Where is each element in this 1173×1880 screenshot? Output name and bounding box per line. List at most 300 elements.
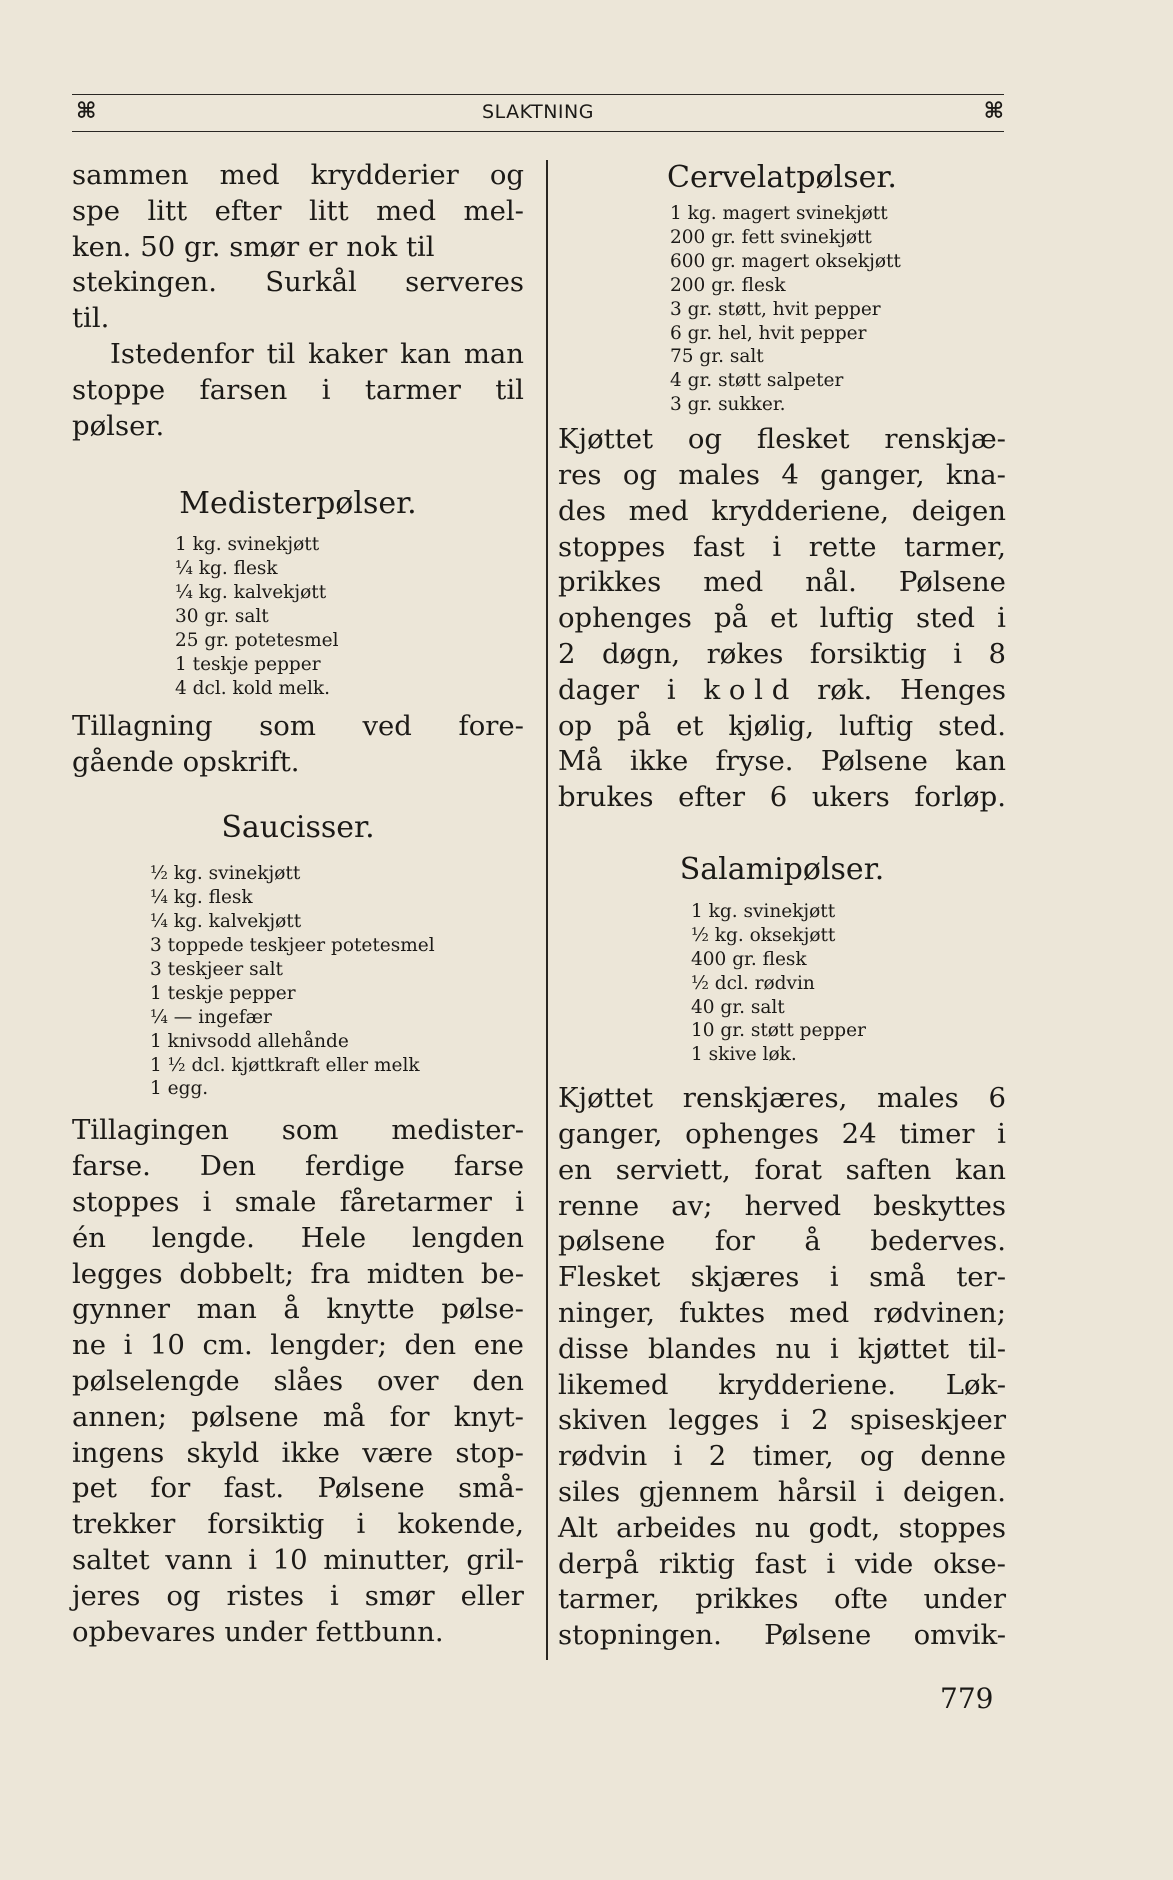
word: og — [859, 1440, 895, 1473]
word: jeres — [72, 1579, 141, 1612]
word: stoppes — [72, 1185, 180, 1218]
text-line — [72, 1436, 524, 1472]
text-line — [558, 637, 1006, 673]
word: til — [405, 230, 435, 263]
word: k o l d — [703, 673, 790, 706]
text-line — [72, 1185, 524, 1221]
text-line — [558, 601, 1006, 637]
text-line — [72, 265, 524, 301]
word: spe — [72, 194, 120, 227]
word: ikke — [629, 745, 689, 778]
word: Alt — [558, 1511, 598, 1544]
word: fore- — [458, 709, 524, 742]
word: skyld — [186, 1436, 260, 1469]
word: 6 — [988, 1082, 1006, 1115]
ingredient-line: 25 gr. potetesmel — [175, 630, 339, 651]
word: flesket — [756, 423, 850, 456]
ingredient-line: 200 gr. fett svinekjøtt — [670, 226, 872, 248]
text-line — [558, 1582, 1006, 1618]
word: krydderiene, — [711, 494, 890, 527]
section-title-cervelat: Cervelatpølser. — [667, 160, 897, 195]
word: litt — [308, 194, 349, 227]
word: i — [248, 1543, 258, 1576]
word: kokende, — [397, 1508, 524, 1541]
ingredient-line: 4 dcl. kold melk. — [175, 677, 331, 699]
word: fuktes — [679, 1297, 766, 1330]
text-line — [558, 744, 1006, 780]
word: luftig — [819, 602, 894, 635]
word: av; — [671, 1189, 713, 1222]
text-line — [558, 1296, 1006, 1332]
word: forsiktig — [207, 1508, 325, 1541]
text-line — [558, 780, 1006, 816]
word: og — [687, 423, 723, 456]
word: den — [472, 1364, 524, 1397]
word: Løk- — [945, 1368, 1006, 1401]
text-line — [558, 1117, 1006, 1153]
word: res — [558, 458, 602, 491]
word: stoppes — [558, 530, 666, 563]
word: i — [123, 1329, 133, 1362]
word: saften — [845, 1153, 932, 1186]
ingredient-line: 1 kg. magert svinekjøtt — [670, 203, 888, 224]
word: fra — [310, 1257, 351, 1290]
text-line — [558, 1547, 1006, 1583]
ingredient-line: ½ dcl. rødvin — [691, 972, 815, 994]
ingredient-line: ½ kg. svinekjøtt — [150, 863, 301, 885]
word: og — [622, 458, 658, 491]
word: å — [804, 1225, 821, 1258]
ingredient-line: 3 teskjeer salt — [150, 958, 283, 980]
word: som — [259, 709, 316, 742]
intro-paragraph — [72, 158, 524, 444]
section-title-saucisser: Saucisser. — [221, 810, 375, 846]
word: sted. — [938, 709, 1006, 742]
word: Den — [199, 1150, 256, 1183]
word: beskyttes — [873, 1189, 1006, 1222]
text-line — [558, 494, 1006, 530]
word: Kjøttet — [558, 1082, 654, 1115]
word: krydderier — [310, 159, 459, 191]
word: 10 — [149, 1329, 185, 1362]
ingredient-line: 3 toppede teskjeer potetesmel — [150, 935, 435, 957]
word: ganger, — [558, 1118, 663, 1151]
word: forat — [754, 1153, 822, 1186]
text-line — [558, 1403, 1006, 1439]
word: ninger, — [558, 1297, 655, 1330]
word: 2 — [811, 1404, 829, 1437]
word: eller — [460, 1579, 524, 1612]
word: ukers — [811, 781, 890, 814]
method-salami — [558, 1081, 1006, 1654]
word: annen; — [72, 1400, 168, 1433]
word: i — [780, 1404, 790, 1437]
word: stekingen. — [72, 266, 217, 299]
word: Flesket — [558, 1261, 661, 1294]
text-line — [558, 1511, 1006, 1547]
word: kan — [400, 337, 451, 370]
word: kan — [955, 1153, 1006, 1186]
text-line — [558, 422, 1006, 458]
word: kaker — [308, 337, 388, 370]
page-number: 779 — [940, 1682, 994, 1715]
word: gående — [72, 745, 174, 778]
word: dager — [558, 673, 640, 706]
word: et — [770, 602, 798, 635]
ingredient-line: 10 gr. støtt pepper — [691, 1020, 866, 1042]
word: til. — [72, 302, 110, 335]
word: hårsil — [777, 1476, 857, 1509]
word: i — [329, 1579, 339, 1612]
word: Pølsene — [820, 745, 928, 778]
word: kjølig, — [728, 709, 815, 742]
word: skjæres — [690, 1261, 800, 1294]
ingredient-line: 1 teskje pepper — [150, 982, 296, 1004]
ingredient-line: ¼ kg. kalvekjøtt — [175, 582, 327, 604]
word: farse — [453, 1150, 524, 1183]
word: dobbelt; — [179, 1257, 294, 1290]
text-line — [558, 1439, 1006, 1475]
word: renskjæres, — [682, 1082, 848, 1115]
word: for — [389, 1400, 430, 1433]
text-line — [72, 301, 524, 337]
word: i — [666, 673, 676, 706]
text-line — [558, 458, 1006, 494]
ingredient-line: ¼ kg. flesk — [175, 558, 278, 580]
word: riktig — [658, 1547, 735, 1580]
ingredient-line: 1 skive løk. — [691, 1044, 797, 1066]
word: må — [322, 1400, 366, 1433]
word: okse- — [933, 1547, 1006, 1580]
word: disse — [558, 1332, 629, 1365]
text-line — [558, 1189, 1006, 1225]
word: fast — [692, 530, 745, 563]
word: Surkål — [265, 266, 357, 299]
word: deigen — [911, 494, 1006, 527]
ingredient-line: 200 gr. flesk — [670, 274, 786, 296]
word: siles — [558, 1476, 621, 1509]
word: til — [495, 373, 524, 406]
ingredients-saucisser — [72, 862, 524, 1101]
word: røk. — [817, 673, 873, 706]
word: små- — [458, 1472, 524, 1505]
word: knyt- — [453, 1400, 524, 1433]
text-line — [72, 1400, 524, 1436]
text-line — [558, 1081, 1006, 1117]
word: i — [997, 602, 1006, 635]
word: nok — [346, 230, 398, 263]
word: Pølsene — [317, 1472, 425, 1505]
word: males — [877, 1082, 959, 1115]
word: forsiktig — [809, 637, 927, 670]
word: op — [558, 709, 593, 742]
word: smør — [364, 1579, 435, 1612]
word: forløp. — [914, 781, 1006, 814]
ingredient-line: 1 ½ dcl. kjøttkraft eller melk — [150, 1054, 420, 1076]
word: og — [166, 1579, 201, 1612]
column-rule — [546, 160, 548, 1660]
word: som — [281, 1114, 339, 1147]
ingredient-line: 30 gr. salt — [175, 606, 269, 628]
text-line — [558, 1224, 1006, 1260]
word: til- — [968, 1332, 1006, 1365]
word: ingens — [72, 1436, 165, 1469]
word: ophenges — [685, 1118, 819, 1151]
ingredient-line: 1 teskje pepper — [175, 653, 321, 675]
word: ene — [473, 1329, 524, 1362]
word: herved — [744, 1189, 842, 1222]
word: vide — [855, 1547, 914, 1580]
running-header — [72, 94, 1004, 132]
word: 24 — [841, 1118, 877, 1151]
ingredient-line: 4 gr. støtt salpeter — [670, 370, 844, 392]
ornament-left: ⌘ — [76, 99, 97, 124]
text-line — [558, 1368, 1006, 1404]
text-line — [72, 1471, 524, 1507]
word: mel- — [463, 194, 524, 227]
word: opskrift. — [182, 745, 300, 778]
section-title-salami: Salamipølser. — [679, 851, 885, 887]
ingredients-salami — [558, 900, 1006, 1067]
word: i — [356, 1508, 366, 1541]
word: stopningen. — [558, 1619, 722, 1652]
word: tarmer, — [904, 530, 1006, 563]
word: smale — [234, 1185, 317, 1218]
word: lengde. — [151, 1221, 255, 1254]
word: med — [789, 1297, 850, 1330]
word: efter — [214, 194, 282, 227]
word: nu — [775, 1332, 811, 1365]
word: med — [219, 159, 280, 191]
ingredients-cervelat — [558, 202, 1006, 417]
word: under — [923, 1583, 1006, 1616]
ingredient-line: ¼ kg. kalvekjøtt — [150, 911, 302, 933]
word: lengder; — [270, 1329, 387, 1362]
word: sted — [915, 602, 975, 635]
running-title: SLAKTNING — [482, 101, 594, 123]
word: 8 — [988, 637, 1006, 670]
method-medister — [72, 709, 524, 781]
word: serviett, — [615, 1153, 731, 1186]
word: med — [703, 566, 764, 599]
text-line — [72, 373, 524, 409]
word: knytte — [326, 1293, 415, 1326]
word: renskjæ- — [884, 423, 1006, 456]
word: legges — [72, 1257, 163, 1290]
word: 6 — [769, 781, 788, 814]
text-line — [558, 709, 1006, 745]
word: et — [676, 709, 704, 742]
ingredient-line: ½ kg. oksekjøtt — [691, 924, 836, 946]
text-line — [72, 158, 524, 194]
word: cm. — [202, 1329, 253, 1362]
word: gynner — [72, 1293, 170, 1326]
ingredient-line: 600 gr. magert oksekjøtt — [670, 250, 901, 272]
word: for — [714, 1225, 755, 1258]
word: pet — [72, 1472, 117, 1505]
word: man — [463, 337, 524, 370]
text-line — [72, 230, 524, 266]
word: 10 — [272, 1543, 308, 1576]
ingredient-line: 3 gr. sukker. — [670, 394, 786, 416]
ingredient-line: ¼ kg. flesk — [150, 887, 253, 909]
word: én — [72, 1221, 106, 1254]
ingredient-line: 1 egg. — [150, 1078, 209, 1100]
word: rødvin — [558, 1440, 648, 1473]
method-saucisser — [72, 1113, 524, 1650]
word: males — [678, 458, 760, 491]
word: denne — [920, 1440, 1006, 1473]
word: rette — [808, 530, 877, 563]
word: kjøttet — [857, 1332, 950, 1365]
word: 50 — [140, 230, 176, 263]
word: i — [673, 1440, 683, 1473]
word: kna- — [945, 458, 1006, 491]
word: prikkes — [558, 566, 662, 599]
ingredient-line: 1 knivsodd allehånde — [150, 1030, 349, 1052]
word: ganger, — [820, 458, 925, 491]
word: midten — [366, 1257, 465, 1290]
word: be- — [480, 1257, 524, 1290]
word: derpå — [558, 1547, 640, 1580]
ingredient-line: 3 gr. støtt, hvit pepper — [670, 298, 881, 320]
word: krydderiene. — [718, 1368, 896, 1401]
word: tarmer — [364, 373, 461, 406]
word: likemed — [558, 1368, 669, 1401]
word: under — [224, 1615, 307, 1648]
word: Kjøttet — [558, 423, 654, 456]
word: i — [829, 1332, 839, 1365]
word: godt, — [808, 1511, 881, 1544]
word: døgn, — [601, 637, 681, 670]
word: man — [196, 1293, 257, 1326]
word: i — [997, 1118, 1006, 1151]
word: skiven — [558, 1404, 648, 1437]
ingredients-medister — [72, 533, 524, 700]
word: saltet — [72, 1543, 150, 1576]
word: ikke — [281, 1436, 340, 1469]
text-line — [558, 1153, 1006, 1189]
word: for — [150, 1472, 191, 1505]
text-line — [72, 1579, 524, 1615]
word: 2 — [558, 637, 576, 670]
ingredient-line: 6 gr. hel, hvit pepper — [670, 322, 867, 344]
word: efter — [678, 781, 746, 814]
word: stoppes — [898, 1511, 1006, 1544]
word: røkes — [706, 637, 784, 670]
word: tarmer, — [558, 1583, 660, 1616]
text-line — [72, 1257, 524, 1293]
word: fettbunn. — [315, 1615, 444, 1648]
word: bederves. — [870, 1225, 1006, 1258]
word: i — [829, 1261, 839, 1294]
word: timer — [899, 1118, 975, 1151]
word: ter- — [956, 1261, 1006, 1294]
word: fryse. — [715, 745, 794, 778]
word: Må — [558, 745, 603, 778]
text-line — [72, 1149, 524, 1185]
text-line — [558, 673, 1006, 709]
word: des — [558, 494, 606, 527]
word: i — [515, 1185, 524, 1218]
word: fåretarmer — [339, 1185, 492, 1218]
word: en — [558, 1153, 592, 1186]
word: 2 — [708, 1440, 727, 1473]
word: og — [489, 159, 524, 191]
right-column — [558, 158, 1006, 1654]
word: over — [377, 1364, 439, 1397]
word: Tillagning — [72, 709, 213, 742]
ornament-right: ⌘ — [983, 99, 1004, 124]
word: i — [202, 1185, 212, 1218]
ingredient-line: 75 gr. salt — [670, 346, 764, 368]
word: på — [617, 709, 652, 742]
word: slåes — [273, 1364, 344, 1397]
word: Pølsene — [764, 1619, 872, 1652]
word: små — [869, 1261, 926, 1294]
word: fast. — [223, 1472, 285, 1505]
word: med — [376, 194, 437, 227]
word: brukes — [558, 781, 654, 814]
word: opbevares — [72, 1615, 216, 1648]
word: ne — [72, 1329, 106, 1362]
text-line — [72, 194, 524, 230]
word: litt — [147, 194, 188, 227]
word: pølsene — [191, 1400, 299, 1433]
text-line — [558, 1475, 1006, 1511]
word: sammen — [72, 159, 189, 191]
word: Tillagingen — [72, 1114, 229, 1147]
word: minutter, — [323, 1543, 451, 1576]
word: i — [875, 1476, 885, 1509]
word: omvik- — [913, 1619, 1006, 1652]
section-title-medister: Medisterpølser. — [179, 486, 417, 522]
word: i — [953, 637, 962, 670]
text-line — [558, 1618, 1006, 1654]
word: gjennem — [638, 1476, 760, 1509]
ingredient-line: 40 gr. salt — [691, 996, 785, 1018]
word: ferdige — [304, 1150, 405, 1183]
word: renne — [558, 1189, 640, 1222]
word: Henges — [900, 673, 1006, 706]
word: Pølsene — [898, 566, 1006, 599]
word: arbeides — [616, 1511, 737, 1544]
word: å — [283, 1293, 300, 1326]
text-line — [558, 1332, 1006, 1368]
word: på — [714, 602, 749, 635]
word: pølse- — [441, 1293, 524, 1326]
word: 4 — [781, 458, 799, 491]
text-line — [72, 1221, 524, 1257]
text-line — [558, 1260, 1006, 1296]
text-line — [72, 409, 524, 445]
word: ved — [362, 709, 412, 742]
left-column — [72, 158, 524, 1650]
word: smør — [229, 230, 300, 263]
text-line — [72, 745, 524, 781]
word: ristes — [226, 1579, 304, 1612]
word: stoppe — [72, 373, 166, 406]
word: rødvinen; — [873, 1297, 1006, 1330]
text-line — [72, 1113, 524, 1149]
word: pølselengde — [72, 1364, 240, 1397]
word: luftig — [839, 709, 914, 742]
word: serveres — [405, 266, 524, 299]
word: medister- — [391, 1114, 524, 1147]
word: i — [772, 530, 782, 563]
word: legges — [668, 1404, 760, 1437]
word: prikkes — [695, 1583, 799, 1616]
